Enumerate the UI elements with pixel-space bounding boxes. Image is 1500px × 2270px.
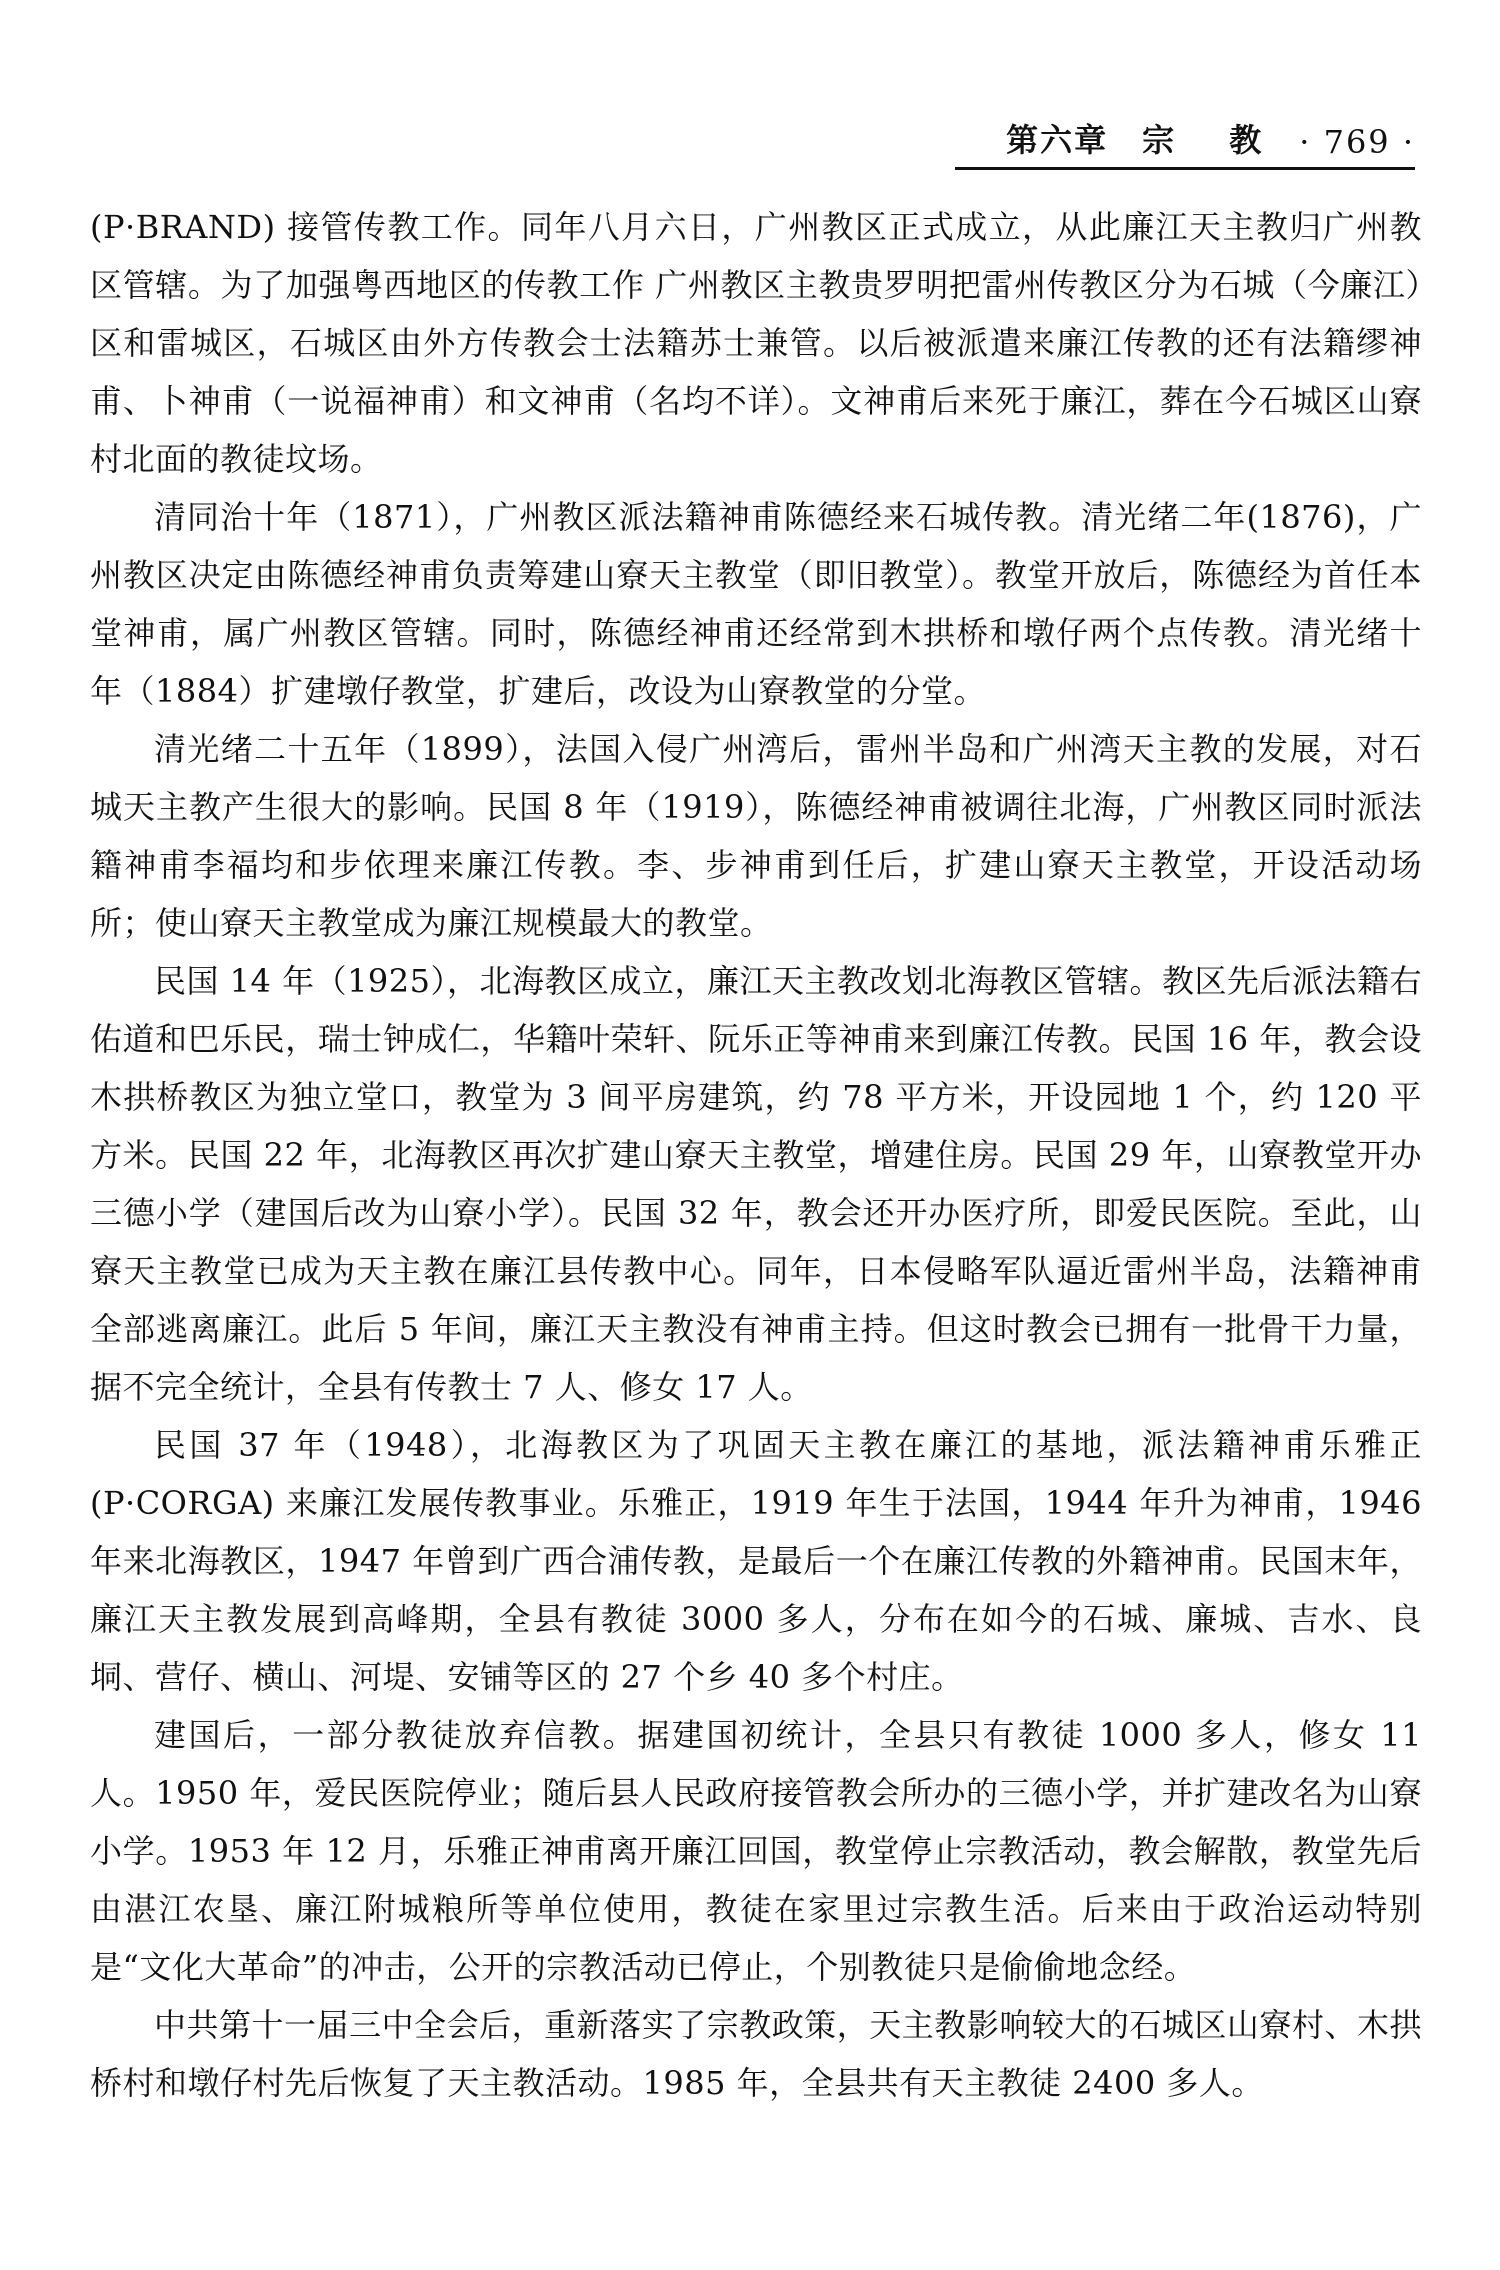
running-header (955, 112, 1415, 170)
chapter-label: 第六章 (1006, 121, 1109, 159)
section-label: 宗 教 (1142, 121, 1284, 159)
paragraph: 民国 37 年（1948），北海教区为了巩固天主教在廉江的基地，派法籍神甫乐雅正(P·CORGA) 来廉江发展传教事业。乐雅正，1919 年生于法国，1944 年升为神甫，1946 年来北海教区，1947 年曾到广西合浦传教，是最后一个在廉江传教的外籍神甫。民国末年，廉江天主教发展到高峰期，全县有教徒 3000 多人，分布在如今的石城、廉城、吉水、良垌、营仔、横山、河堤、安铺等区的 27 个乡 40 多个村庄。 (90, 1426, 1422, 1696)
page-number: · 769 · (1299, 123, 1415, 161)
body-text (90, 198, 1422, 2112)
paragraph: 民国 14 年（1925），北海教区成立，廉江天主教改划北海教区管辖。教区先后派法籍右佑道和巴乐民，瑞士钟成仁，华籍叶荣轩、阮乐正等神甫来到廉江传教。民国 16 年，教会设木拱桥教区为独立堂口，教堂为 3 间平房建筑，约 78 平方米，开设园地 1 个，约 120 平方米。民国 22 年，北海教区再次扩建山寮天主教堂，增建住房。民国 29 年，山寮教堂开办三德小学（建国后改为山寮小学）。民国 32 年，教会还开办医疗所，即爱民医院。至此，山寮天主教堂已成为天主教在廉江县传教中心。同年，日本侵略军队逼近雷州半岛，法籍神甫全部逃离廉江。此后 5 年间，廉江天主教没有神甫主持。但这时教会已拥有一批骨干力量，据不完全统计，全县有传教士 7 人、修女 17 人。 (90, 962, 1423, 1406)
paragraph: (P·BRAND) 接管传教工作。同年八月六日，广州教区正式成立，从此廉江天主教归广州教区管辖。为了加强粤西地区的传教工作 广州教区主教贵罗明把雷州传教区分为石城（今廉江）区和雷城区，石城区由外方传教会士法籍苏士兼管。以后被派遣来廉江传教的还有法籍缪神甫、卜神甫（一说福神甫）和文神甫（名均不详）。文神甫后来死于廉江，葬在今石城区山寮村北面的教徒坟场。 (90, 208, 1422, 478)
paragraph: 建国后，一部分教徒放弃信教。据建国初统计，全县只有教徒 1000 多人，修女 11 人。1950 年，爱民医院停业；随后县人民政府接管教会所办的三德小学，并扩建改名为山寮小学。1953 年 12 月，乐雅正神甫离开廉江回国，教堂停止宗教活动，教会解散，教堂先后由湛江农垦、廉江附城粮所等单位使用，教徒在家里过宗教生活。后来由于政治运动特别是“文化大革命”的冲击，公开的宗教活动已停止，个别教徒只是偷偷地念经。 (90, 1716, 1422, 1986)
paragraph: 清同治十年（1871），广州教区派法籍神甫陈德经来石城传教。清光绪二年(1876)，广州教区决定由陈德经神甫负责筹建山寮天主教堂（即旧教堂）。教堂开放后，陈德经为首任本堂神甫，属广州教区管辖。同时，陈德经神甫还经常到木拱桥和墩仔两个点传教。清光绪十年（1884）扩建墩仔教堂，扩建后，改设为山寮教堂的分堂。 (90, 498, 1422, 710)
paragraph: 清光绪二十五年（1899），法国入侵广州湾后，雷州半岛和广州湾天主教的发展，对石城天主教产生很大的影响。民国 8 年（1919），陈德经神甫被调往北海，广州教区同时派法籍神甫李福均和步依理来廉江传教。李、步神甫到任后，扩建山寮天主教堂，开设活动场所；使山寮天主教堂成为廉江规模最大的教堂。 (90, 730, 1422, 942)
paragraph: 中共第十一届三中全会后，重新落实了宗教政策，天主教影响较大的石城区山寮村、木拱桥村和墩仔村先后恢复了天主教活动。1985 年，全县共有天主教徒 2400 多人。 (90, 2006, 1422, 2102)
